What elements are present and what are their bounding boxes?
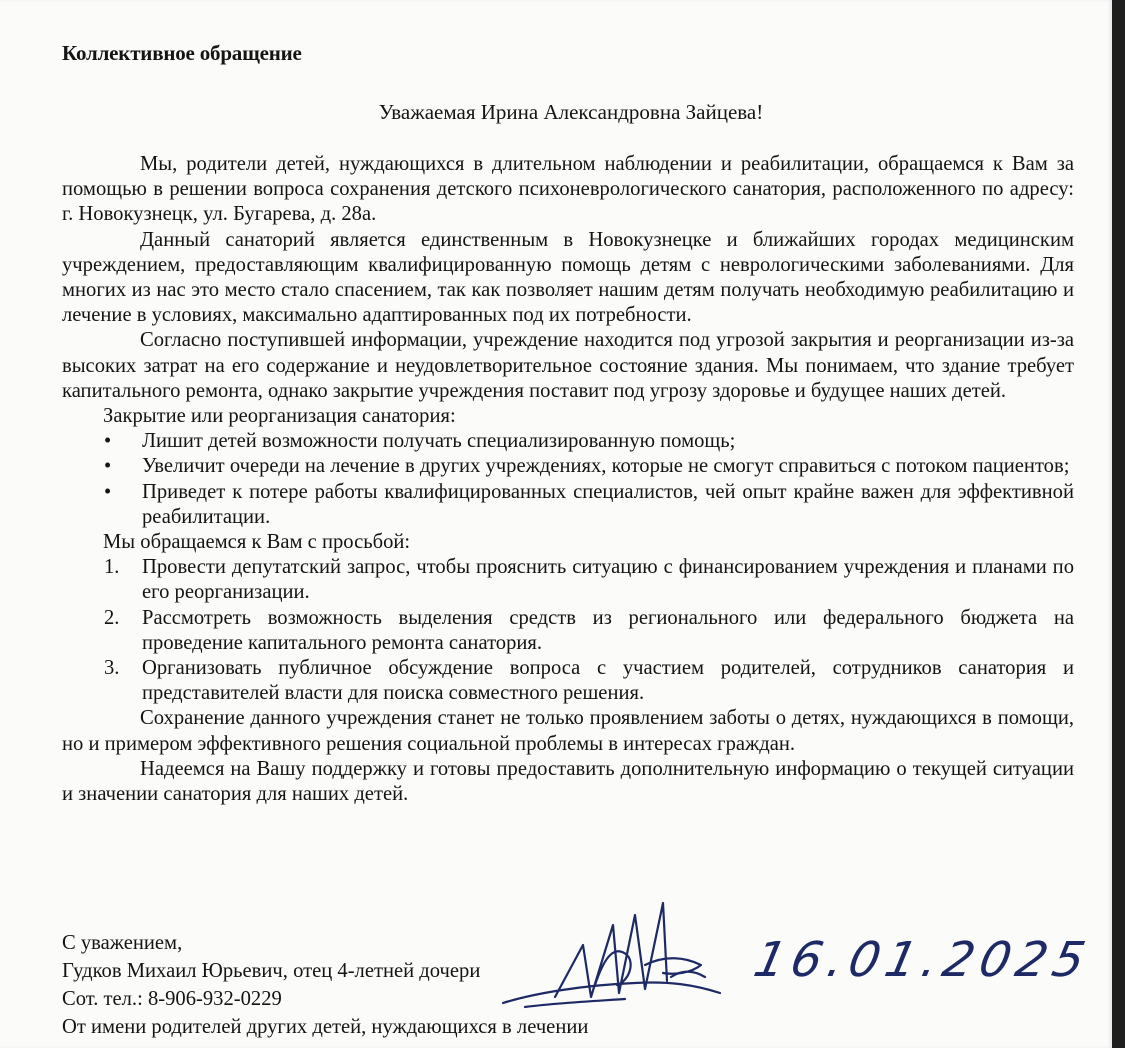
signoff: С уважением, [62, 932, 183, 954]
list-item-text: Рассмотреть возможность выделения средств из регионального или федерального бюджета на проведение капитального ремонта санатория. [142, 606, 1074, 654]
list-item [62, 656, 1074, 706]
handwritten-date [749, 918, 1096, 998]
bullet-icon: • [104, 430, 112, 453]
consequences-intro: Закрытие или реорганизация санатория: [103, 405, 456, 428]
list-item [62, 480, 1074, 530]
list-item [62, 555, 1074, 605]
item-number: 1. [104, 556, 120, 579]
list-item-text: Провести депутатский запрос, чтобы прояснить ситуацию с финансированием учреждения и планами по его реорганизации. [142, 556, 1074, 604]
item-number: 3. [104, 657, 120, 680]
paragraph: Сохранение данного учреждения станет не только проявлением заботы о детях, нуждающихся в помощи, но и примером эффективного решения социальной проблемы в интересах граждан. [62, 707, 1074, 755]
paragraph: Мы, родители детей, нуждающихся в длительном наблюдении и реабилитации, обращаемся к Вам за помощью в решении вопроса сохранения детского психоневрологического санатория, расположенного по адресу: г. Новокузнецк, ул. Бугарева, д. 28а. [62, 153, 1074, 226]
list-item-text: Организовать публичное обсуждение вопроса с участием родителей, сотрудников санатория и представителей власти для поиска совместного решения. [142, 657, 1074, 705]
phone-number: Сот. тел.: 8-906-932-0229 [62, 988, 282, 1010]
list-item [62, 429, 1074, 454]
letter-body [62, 152, 1074, 807]
item-number: 2. [104, 606, 120, 629]
document-heading: Коллективное обращение [62, 41, 302, 65]
list-item [62, 606, 1074, 656]
requests-list [62, 555, 1074, 706]
paragraph: Данный санаторий является единственным в Новокузнецке и ближайших городах медицинским учреждением, предоставляющим квалифицированную помощь детям с неврологическими заболеваниями. Для многих из нас это место стало спасением, так как позволяет нашим детям получать необходимую реабилитацию и лечение в условиях, максимально адаптированных под их потребности. [62, 228, 1074, 327]
paragraph: Надеемся на Вашу поддержку и готовы предоставить дополнительную информацию о текущей ситуации и значении санатория для наших детей. [62, 757, 1074, 806]
signer-name: Гудков Михаил Юрьевич, отец 4-летней дочери [62, 960, 481, 982]
bullet-icon: • [104, 480, 112, 503]
requests-intro: Мы обращаемся к Вам с просьбой: [103, 531, 411, 554]
paragraph: Согласно поступившей информации, учреждение находится под угрозой закрытия и реорганизации из-за высоких затрат на его содержание и неудовлетворительное состояние здания. Мы понимаем, что здание требует капитального ремонта, однако закрытие учреждения поставит под угрозу здоровье и будущее наших детей. [62, 329, 1074, 402]
list-item-text: Приведет к потере работы квалифицированных специалистов, чей опыт крайне важен для эффективной реабилитации. [142, 480, 1074, 528]
salutation: Уважаемая Ирина Александровна Зайцева! [378, 100, 764, 124]
handwritten-date-text: 16.01.2025 [749, 932, 1096, 988]
list-item-text: Лишит детей возможности получать специализированную помощь; [142, 430, 736, 453]
handwritten-signature [495, 885, 735, 1035]
list-item [62, 454, 1074, 479]
list-item-text: Увеличит очереди на лечение в других учреждениях, которые не смогут справиться с потоком пациентов; [142, 455, 1070, 478]
consequences-list [62, 429, 1074, 530]
bullet-icon: • [104, 455, 112, 478]
on-behalf-line: От имени родителей других детей, нуждающихся в лечении [62, 1016, 589, 1038]
scan-edge [1112, 0, 1125, 1048]
